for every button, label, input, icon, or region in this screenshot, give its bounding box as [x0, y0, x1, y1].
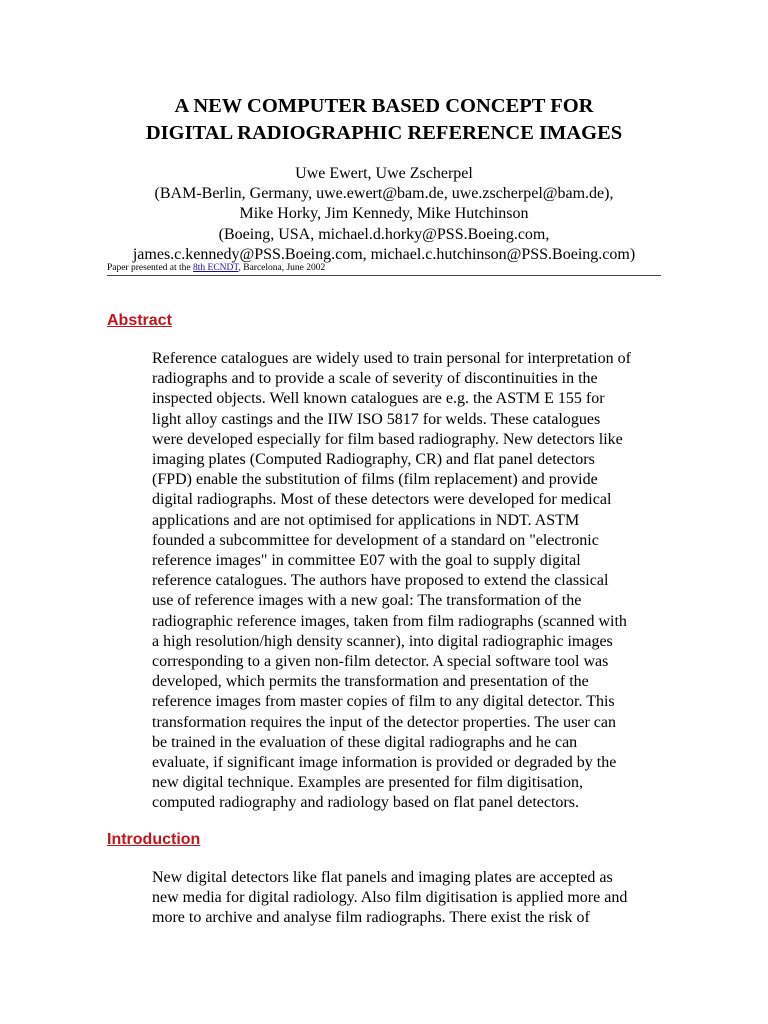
abstract-line: were developed especially for film based radiography. New detectors like — [152, 430, 623, 448]
author-line: (Boeing, USA, michael.d.horky@PSS.Boeing.com, — [218, 225, 550, 243]
author-line: james.c.kennedy@PSS.Boeing.com, michael.c.hutchinson@PSS.Boeing.com) — [132, 245, 636, 263]
abstract-line: light alloy castings and the IIW ISO 5817 for welds. These catalogues — [152, 410, 601, 428]
abstract-line: use of reference images with a new goal: The transformation of the — [152, 592, 582, 610]
author-line: (BAM-Berlin, Germany, uwe.ewert@bam.de, uwe.zscherpel@bam.de), — [154, 185, 614, 203]
abstract-line: Reference catalogues are widely used to train personal for interpretation of — [152, 350, 631, 367]
abstract-line: evaluate, if significant image information is provided or degraded by the — [152, 754, 617, 772]
abstract-line: developed, which permits the transformation and presentation of the — [152, 673, 589, 691]
introduction-line: new media for digital radiology. Also film digitisation is applied more and — [152, 889, 628, 907]
abstract-line: a high resolution/high density scanner), into digital radiographic images — [152, 632, 613, 650]
abstract-line: reference images" in committee E07 with the goal to supply digital — [152, 552, 581, 570]
author-line: Uwe Ewert, Uwe Zscherpel — [295, 165, 473, 182]
paper-title-line: A NEW COMPUTER BASED CONCEPT FOR — [174, 95, 594, 117]
abstract-line: reference catalogues. The authors have proposed to extend the classical — [152, 572, 609, 590]
introduction-line: New digital detectors like flat panels and imaging plates are accepted as — [152, 869, 613, 886]
abstract-heading: Abstract — [107, 312, 172, 329]
author-line: Mike Horky, Jim Kennedy, Mike Hutchinson — [239, 205, 529, 223]
abstract-line: digital radiographs. Most of these detectors were developed for medical — [152, 491, 612, 509]
abstract-line: founded a subcommittee for development of a standard on "electronic — [152, 531, 599, 549]
author-block — [0, 164, 768, 265]
abstract-line: corresponding to a given non-film detector. A special software tool was — [152, 653, 609, 671]
introduction-heading: Introduction — [107, 831, 201, 848]
footnote-suffix: , Barcelona, June 2002 — [238, 263, 326, 273]
introduction-paragraph — [152, 868, 664, 929]
abstract-line: computed radiography and radiology based on flat panel detectors. — [152, 794, 579, 812]
footnote-prefix: Paper presented at the — [107, 263, 193, 273]
abstract-line: radiographs and to provide a scale of severity of discontinuities in the — [152, 370, 598, 388]
abstract-line: new digital technique. Examples are presented for film digitisation, — [152, 774, 583, 792]
conference-link[interactable]: 8th ECNDT — [193, 263, 239, 273]
header-divider — [107, 275, 661, 276]
abstract-paragraph — [152, 349, 664, 814]
abstract-line: reference images from master copies of film to any digital detector. This — [152, 693, 615, 711]
abstract-line: (FPD) enable the substitution of films (film replacement) and provide — [152, 471, 598, 489]
paper-title — [0, 93, 768, 147]
abstract-line: imaging plates (Computed Radiography, CR) and flat panel detectors — [152, 451, 595, 469]
abstract-line: applications and are not optimised for applications in NDT. ASTM — [152, 511, 580, 529]
abstract-line: inspected objects. Well known catalogues are e.g. the ASTM E 155 for — [152, 390, 605, 408]
paper-title-line: DIGITAL RADIOGRAPHIC REFERENCE IMAGES — [145, 122, 623, 144]
abstract-line: be trained in the evaluation of these digital radiographs and he can — [152, 733, 578, 751]
introduction-line: more to archive and analyse film radiographs. There exist the risk of — [152, 909, 590, 927]
abstract-line: transformation requires the input of the detector properties. The user can — [152, 713, 616, 731]
presentation-footnote — [107, 263, 325, 274]
abstract-line: radiographic reference images, taken from film radiographs (scanned with — [152, 612, 627, 630]
